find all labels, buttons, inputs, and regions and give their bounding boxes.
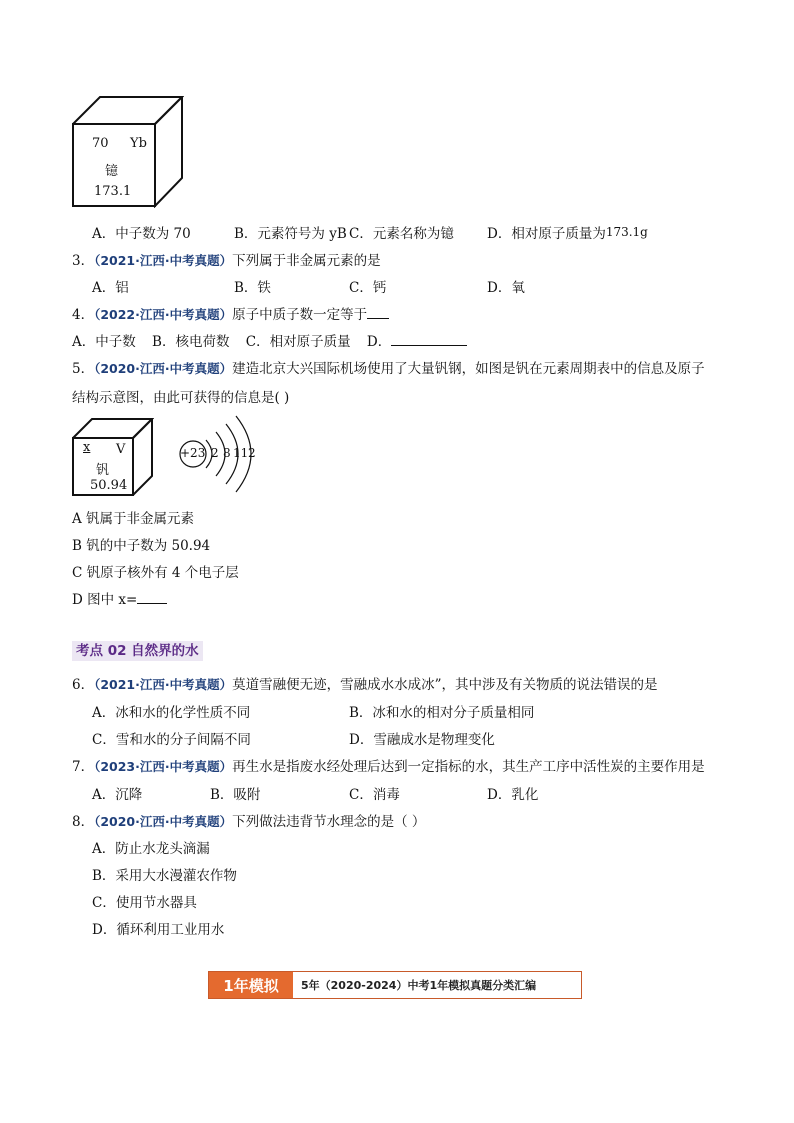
- option-a: A．冰和水的化学性质不同: [92, 705, 251, 721]
- question-number: 4．: [72, 307, 95, 323]
- option-a: A．中子数为 70: [92, 226, 191, 242]
- question-source: （2022·江西·中考真题）: [94, 307, 233, 322]
- banner-text: 5年（2020-2024）中考1年模拟真题分类汇编: [301, 979, 537, 992]
- question-source: （2023·江西·中考真题）: [94, 759, 233, 774]
- question-4: [72, 303, 389, 323]
- answer-blank[interactable]: [391, 331, 467, 346]
- question-5: [72, 357, 705, 377]
- question-number: 6．: [72, 677, 95, 693]
- shell-electrons: 2: [248, 446, 256, 460]
- question-6: [72, 673, 658, 693]
- question-source: （2020·江西·中考真题）: [94, 361, 233, 376]
- option-b: B 钒的中子数为 50.94: [72, 538, 211, 554]
- question-stem: 下列属于非金属元素的是: [232, 253, 381, 269]
- nucleus-charge: +23: [180, 446, 206, 460]
- option-b: B．核电荷数: [152, 334, 230, 350]
- option-c: C．相对原子质量: [245, 334, 351, 350]
- option-c: C 钒原子核外有 4 个电子层: [72, 565, 239, 581]
- option-d: D 图中 x=: [72, 588, 167, 608]
- option-a: A．防止水龙头滴漏: [92, 841, 210, 857]
- question-stem: 莫道雪融便无迹，雪融成水水成冰”，其中涉及有关物质的说法错误的是: [232, 677, 658, 693]
- option-d: D．: [366, 334, 392, 350]
- option-a: A．沉降: [92, 787, 143, 803]
- option-a: A．铝: [92, 280, 129, 296]
- question-3: [72, 249, 381, 269]
- element-name: 钒: [96, 463, 110, 478]
- element-symbol: Yb: [130, 136, 147, 151]
- question-number: 8．: [72, 814, 95, 830]
- option-a: A 钒属于非金属元素: [72, 511, 195, 527]
- element-name: 镱: [105, 164, 119, 179]
- option-d: D．氧: [487, 280, 525, 296]
- option-a: A．中子数: [72, 334, 136, 350]
- option-b: B．铁: [234, 280, 271, 296]
- question-stem-line2: 结构示意图，由此可获得的信息是( ): [72, 390, 290, 406]
- shell-electrons: 2: [211, 446, 219, 460]
- question-number: 3．: [72, 253, 95, 269]
- question-source: （2020·江西·中考真题）: [94, 814, 233, 829]
- question-source: （2021·江西·中考真题）: [94, 253, 233, 268]
- banner-tag: 1年模拟: [209, 972, 293, 998]
- option-d-value: 173.1g: [605, 225, 648, 239]
- section-heading: 考点 02 自然界的水: [72, 641, 203, 661]
- question-stem: 再生水是指废水经处理后达到一定指标的水，其生产工序中活性炭的主要作用是: [232, 759, 705, 775]
- option-c: C．消毒: [349, 787, 400, 803]
- question-8: [72, 810, 425, 830]
- option-d: D．雪融成水是物理变化: [349, 732, 495, 748]
- option-d: [487, 222, 648, 242]
- option-c: C．使用节水器具: [92, 895, 197, 911]
- option-d-prefix: D．相对原子质量为: [487, 226, 606, 242]
- answer-blank[interactable]: [137, 589, 167, 604]
- shell-electrons: 11: [233, 446, 249, 460]
- section-banner: [208, 971, 582, 999]
- option-c: C．钙: [349, 280, 387, 296]
- question-stem: 原子中质子数一定等于: [232, 307, 368, 323]
- option-d: D．乳化: [487, 787, 539, 803]
- question-number: 7．: [72, 759, 95, 775]
- element-symbol: V: [116, 442, 126, 457]
- question-stem-line1: 建造北京大兴国际机场使用了大量钒钢，如图是钒在元素周期表中的信息及原子: [232, 361, 705, 377]
- option-b: B．采用大水漫灌农作物: [92, 868, 237, 884]
- option-d: D．循环利用工业用水: [92, 922, 225, 938]
- shell-electrons: 8: [223, 446, 231, 460]
- q4-options: [72, 330, 467, 350]
- element-mass: 50.94: [90, 478, 128, 493]
- question-number: 5．: [72, 361, 95, 377]
- element-mass: 173.1: [94, 184, 132, 199]
- answer-blank[interactable]: [367, 304, 389, 319]
- question-source: （2021·江西·中考真题）: [94, 677, 233, 692]
- option-b: B．冰和水的相对分子质量相同: [349, 705, 535, 721]
- element-number: 70: [92, 136, 109, 151]
- option-b: B．元素符号为 yB: [234, 226, 347, 242]
- option-b: B．吸附: [210, 787, 261, 803]
- option-c: C．雪和水的分子间隔不同: [92, 732, 251, 748]
- question-7: [72, 755, 705, 775]
- element-number: x: [83, 440, 91, 455]
- option-c: C．元素名称为镱: [349, 226, 454, 242]
- question-stem: 下列做法违背节水理念的是（ ）: [232, 814, 426, 830]
